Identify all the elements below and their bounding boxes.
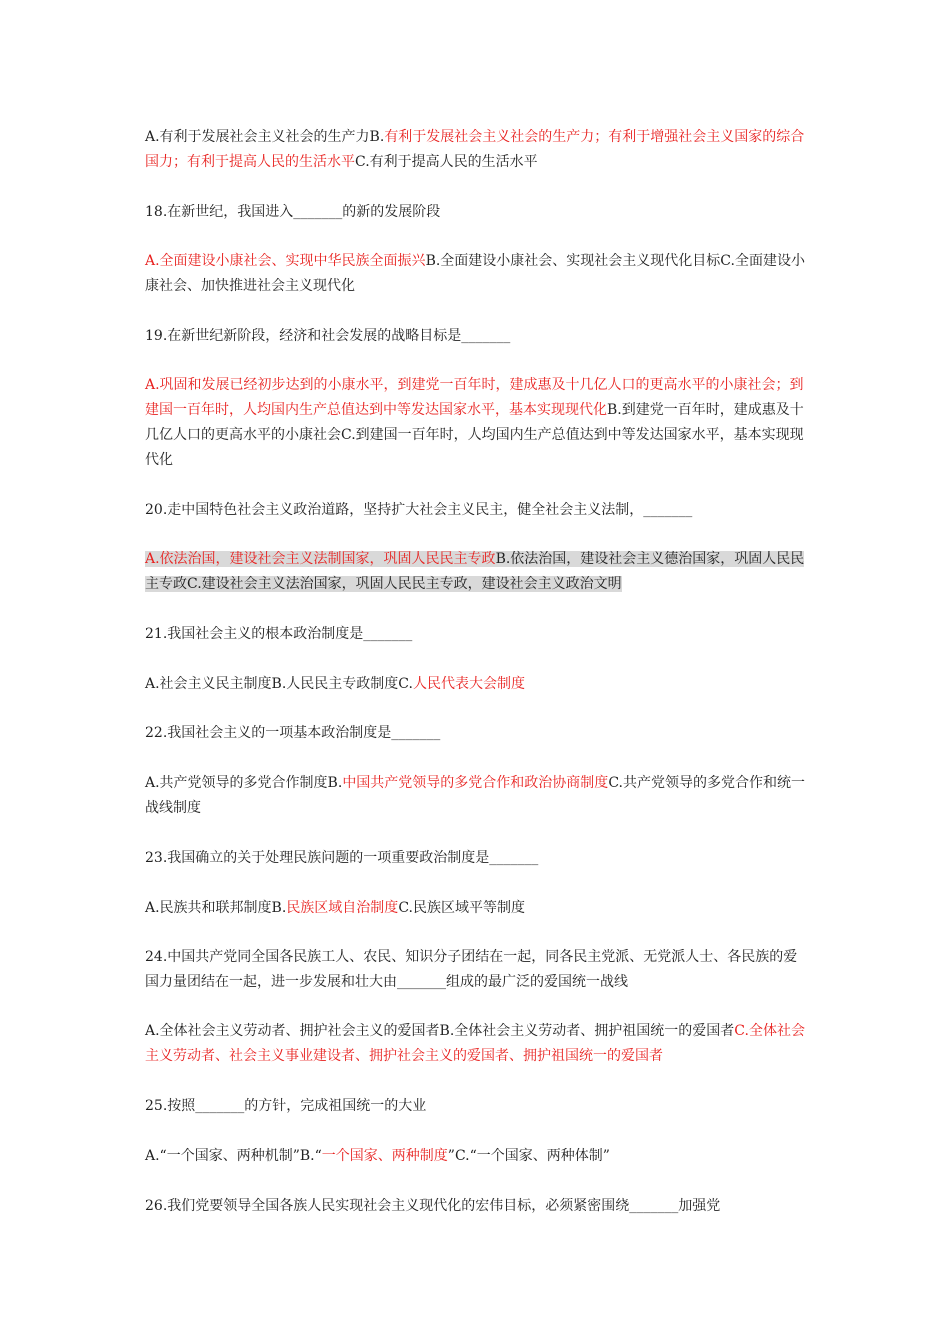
correct-answer-text: 一个国家、两种制度 (321, 1148, 448, 1164)
answer-options-24 (145, 1019, 810, 1069)
option-text: A.有利于发展社会主义社会的生产力B. (145, 129, 385, 145)
question-24 (145, 945, 810, 995)
answer-options-23 (145, 896, 810, 921)
question-23 (145, 846, 810, 871)
correct-answer-text: A.依法治国，建设社会主义法制国家，巩固人民民主专政 (145, 551, 496, 567)
option-text: A.民族共和联邦制度B. (145, 900, 287, 916)
correct-answer-text: 人民代表大会制度 (412, 676, 525, 692)
question-22 (145, 721, 810, 746)
answer-options-21 (145, 672, 810, 697)
correct-answer-text: 民族区域自治制度 (286, 900, 399, 916)
question-21 (145, 622, 810, 647)
correct-answer-text: 有利于发展社会主义社会的生产力；有利于增强社会主义国家的综合国力；有利于提高人民的生活水平 (145, 129, 805, 170)
question-18 (145, 200, 810, 225)
answer-options-18 (145, 249, 810, 299)
option-text: 24.中国共产党同全国各民族工人、农民、知识分子团结在一起，同各民主党派、无党派人士、各民族的爱国力量团结在一起，进一步发展和壮大由_______组成的最广泛的爱国统一战线 (145, 949, 798, 990)
answer-options-19 (145, 373, 810, 473)
correct-answer-text: A.巩固和发展已经初步达到的小康水平，到建党一百年时，建成惠及十几亿人口的更高水平的小康社会；到建国一百年时，人均国内生产总值达到中等发达国家水平，基本实现现代化 (145, 377, 804, 418)
answer-options-17 (145, 125, 810, 175)
option-text: C.有利于提高人民的生活水平 (355, 154, 538, 170)
option-text: 25.按照_______的方针，完成祖国统一的大业 (145, 1098, 427, 1114)
option-text: A.“一个国家、两种机制”B.“ (145, 1148, 322, 1164)
question-26 (145, 1194, 810, 1219)
option-text: 21.我国社会主义的根本政治制度是_______ (145, 626, 413, 642)
option-text: C.民族区域平等制度 (398, 900, 525, 916)
highlighted-text (145, 551, 804, 592)
correct-answer-text: 中国共产党领导的多党合作和政治协商制度 (342, 775, 609, 791)
question-19 (145, 324, 810, 349)
option-text: 23.我国确立的关于处理民族问题的一项重要政治制度是_______ (145, 850, 539, 866)
question-25 (145, 1094, 810, 1119)
option-text: 20.走中国特色社会主义政治道路，坚持扩大社会主义民主，健全社会主义法制，_______ (145, 502, 693, 518)
option-text: B.全面建设小康社会、实现社会主义现代化目标C.全面建设小康社会、加快推进社会主义现代化 (145, 253, 805, 294)
answer-options-22 (145, 771, 810, 821)
correct-answer-text: A.全面建设小康社会、实现中华民族全面振兴 (145, 253, 426, 269)
option-text: C.共产党领导的多党合作和统一战线制度 (145, 775, 805, 816)
correct-answer-text: C.全体社会主义劳动者、社会主义事业建设者、拥护社会主义的爱国者、拥护祖国统一的爱国者 (145, 1023, 805, 1064)
option-text: 26.我们党要领导全国各族人民实现社会主义现代化的宏伟目标，必须紧密围绕_______加强党 (145, 1198, 721, 1214)
option-text: 19.在新世纪新阶段，经济和社会发展的战略目标是_______ (145, 328, 511, 344)
option-text: 22.我国社会主义的一项基本政治制度是_______ (145, 725, 441, 741)
option-text: A.全体社会主义劳动者、拥护社会主义的爱国者B.全体社会主义劳动者、拥护祖国统一的爱国者 (145, 1023, 735, 1039)
option-text: B.到建党一百年时，建成惠及十几亿人口的更高水平的小康社会C.到建国一百年时，人均国内生产总值达到中等发达国家水平，基本实现现代化 (145, 402, 804, 468)
question-20 (145, 498, 810, 523)
option-text: B.依法治国，建设社会主义德治国家，巩固人民民主专政C.建设社会主义法治国家，巩固人民民主专政，建设社会主义政治文明 (145, 551, 805, 592)
option-text: ”C.“一个国家、两种体制” (447, 1148, 610, 1164)
option-text: A.社会主义民主制度B.人民民主专政制度C. (145, 676, 413, 692)
answer-options-25 (145, 1144, 810, 1169)
answer-options-20 (145, 547, 810, 597)
option-text: 18.在新世纪，我国进入_______的新的发展阶段 (145, 204, 441, 220)
option-text: A.共产党领导的多党合作制度B. (145, 775, 343, 791)
